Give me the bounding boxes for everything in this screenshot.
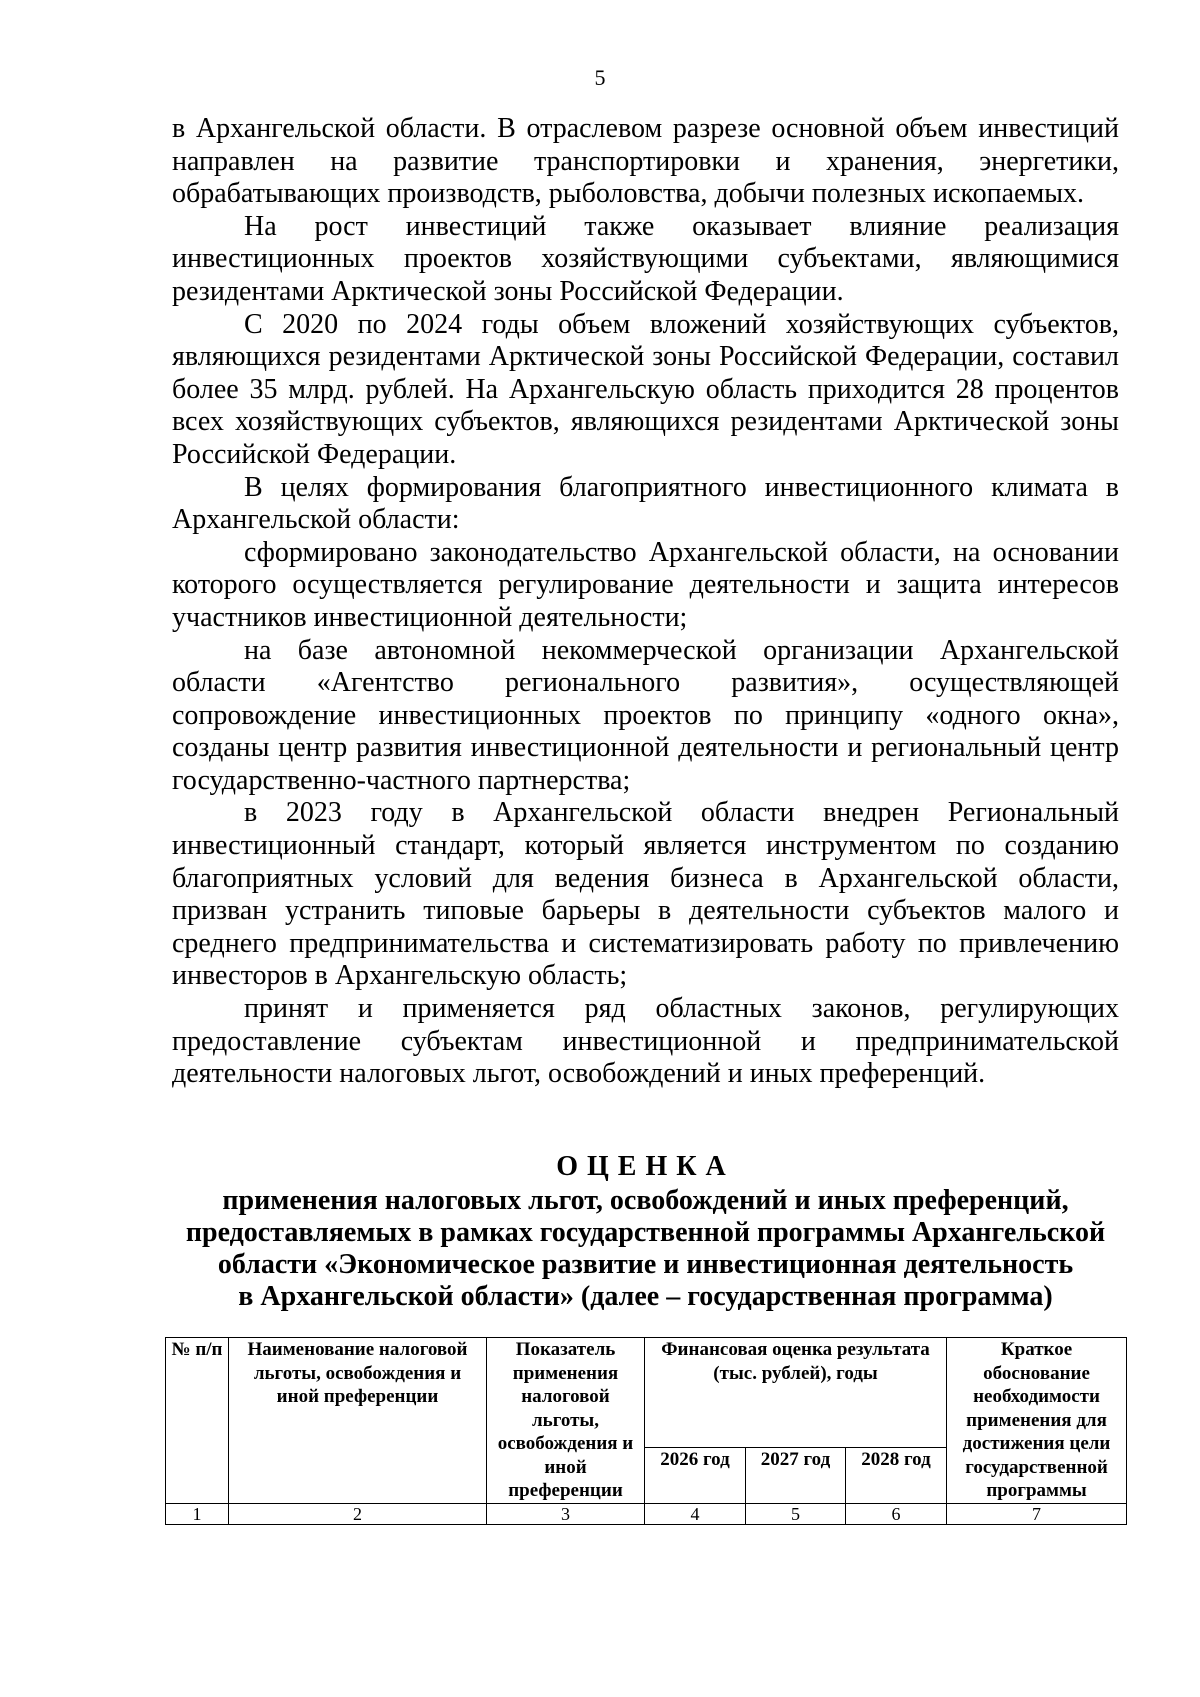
heading-subtitle-line: предоставляемых в рамках государственной программы Архангельской (185, 1217, 1106, 1248)
table-cell: 1 (166, 1503, 229, 1524)
heading-subtitle-line: в Архангельской области» (далее – государственная программа) (238, 1281, 1053, 1312)
header-cell-year: 2027 год (746, 1447, 846, 1503)
table-cell: 2 (229, 1503, 487, 1524)
assessment-table (165, 1337, 1127, 1525)
paragraph: сформировано законодательство Архангельской области, на основании которого осуществляется регулирование деятельности и защита интересов участников инвестиционной деятельности; (172, 536, 1119, 633)
header-cell-rationale: Краткое обоснование необходимости применения для достижения цели государственной программы (947, 1338, 1127, 1504)
table-cell: 4 (645, 1503, 746, 1524)
header-cell-name: Наименование налоговой льготы, освобождения и иной преференции (229, 1338, 487, 1504)
paragraph: на базе автономной некоммерческой организации Архангельской области «Агентство регионального развития», осуществляющей сопровождение инвестиционных проектов по принципу «одного окна», созданы центр развития инвестиционной деятельности и региональный центр государственно-частного партнерства; (172, 634, 1119, 796)
header-cell-number: № п/п (166, 1338, 229, 1504)
paragraph: в 2023 году в Архангельской области внедрен Региональный инвестиционный стандарт, который является инструментом по созданию благоприятных условий для ведения бизнеса в Архангельской области, призван устранить типовые барьеры в деятельности субъектов малого и среднего предпринимательства и систематизировать работу по привлечению инвесторов в Архангельскую область; (172, 797, 1119, 992)
table-cell: 5 (746, 1503, 846, 1524)
paragraph: в Архангельской области. В отраслевом разрезе основной объем инвестиций направлен на развитие транспортировки и хранения, энергетики, обрабатывающих производств, рыболовства, добычи полезных ископаемых. (172, 113, 1119, 210)
body-text (172, 113, 1119, 1091)
paragraph: принят и применяется ряд областных законов, регулирующих предоставление субъектам инвестиционной и предпринимательской деятельности налоговых льгот, освобождений и иных преференций. (172, 993, 1119, 1090)
table-cell: 3 (487, 1503, 645, 1524)
header-cell-financial: Финансовая оценка результата (тыс. рублей), годы (645, 1338, 947, 1448)
paragraph: С 2020 по 2024 годы объем вложений хозяйствующих субъектов, являющихся резидентами Арктической зоны Российской Федерации, составил более 35 млрд. рублей. На Архангельскую область приходится 28 процентов всех хозяйствующих субъектов, являющихся резидентами Арктической зоны Российской Федерации. (172, 308, 1119, 470)
heading-subtitle-line: области «Экономическое развитие и инвестиционная деятельность (217, 1249, 1074, 1280)
table-cell: 6 (846, 1503, 947, 1524)
table-cell: 7 (947, 1503, 1127, 1524)
header-cell-year: 2026 год (645, 1447, 746, 1503)
header-cell-year: 2028 год (846, 1447, 947, 1503)
page-number: 5 (594, 65, 606, 90)
paragraph: На рост инвестиций также оказывает влияние реализация инвестиционных проектов хозяйствующими субъектами, являющимися резидентами Арктической зоны Российской Федерации. (172, 210, 1119, 307)
heading-subtitle-line: применения налоговых льгот, освобождений и иных преференций, (222, 1185, 1069, 1216)
paragraph: В целях формирования благоприятного инвестиционного климата в Архангельской области: (172, 471, 1119, 536)
table-header-row (166, 1338, 1127, 1448)
header-cell-indicator: Показатель применения налоговой льготы, освобождения и иной преференции (487, 1338, 645, 1504)
heading-title: ОЦЕНКА (556, 1151, 735, 1182)
table-row (166, 1503, 1127, 1524)
section-heading (172, 1151, 1119, 1313)
